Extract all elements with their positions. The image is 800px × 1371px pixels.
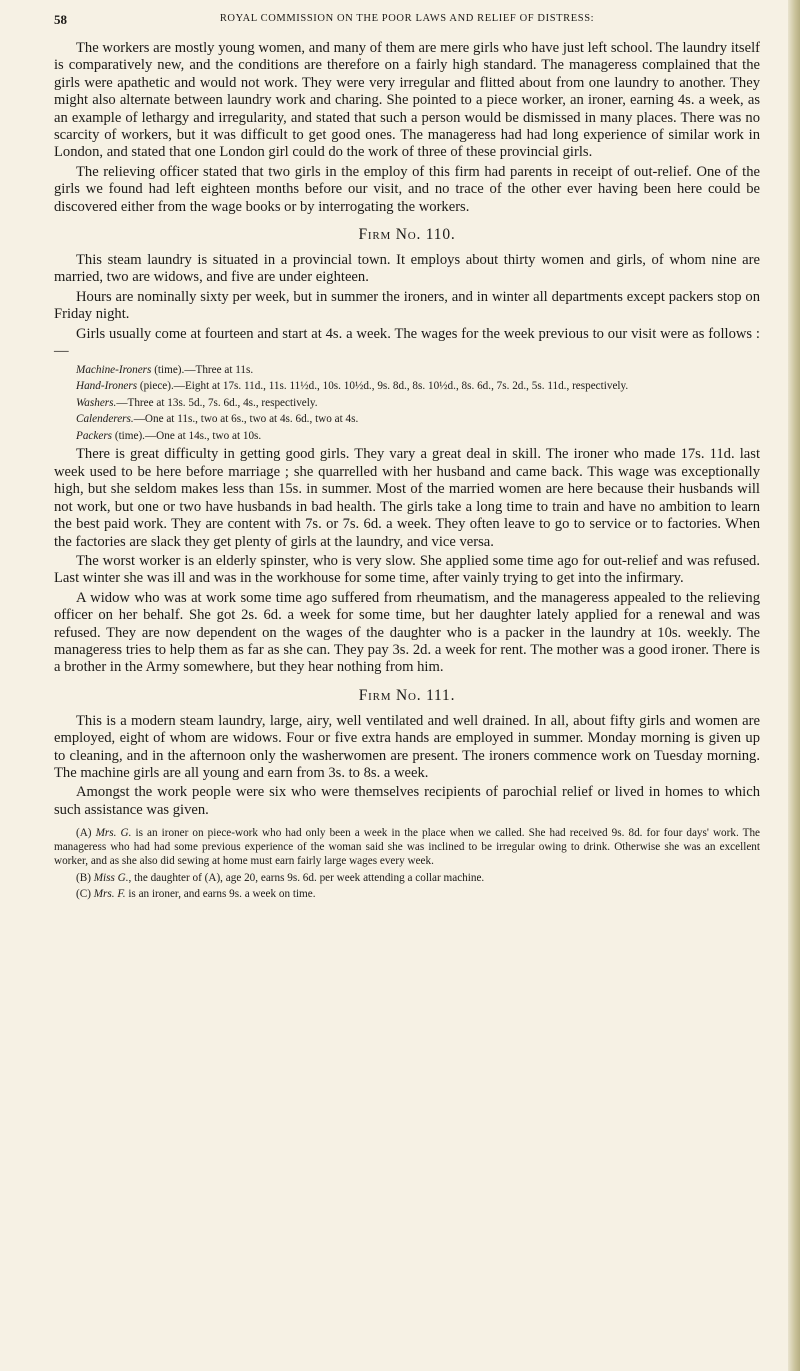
wage-role: Hand-Ironers <box>76 380 138 393</box>
wage-detail: (time).—One at 14s., two at 10s. <box>112 429 262 442</box>
page-header <box>54 12 760 32</box>
paragraph: Hours are nominally sixty per week, but in summer the ironers, and in winter all departments except packers stop on Friday night. <box>54 288 760 323</box>
paragraph: This is a modern steam laundry, large, airy, well ventilated and well drained. In all, about fifty girls and women are employed, eight of whom are widows. Four or five extra hands are employed in summer. Monday morning is given up to cleaning, and in the afternoon only the washerwomen are present. The ironers commence work on Tuesday morning. The machine girls are all young and earn from 3s. to 8s. a week. <box>54 712 760 781</box>
wage-item <box>54 364 760 378</box>
wage-role: Calenderers. <box>76 413 134 426</box>
wage-detail: (piece).—Eight at 17s. 11d., 11s. 11½d., 10s. 10½d., 9s. 8d., 8s. 10½d., 8s. 6d., 7s. 2d., 5s. 11d., respectively. <box>137 380 629 393</box>
paragraph: Amongst the work people were six who were themselves recipients of parochial relief or lived in homes to which such assistance was given. <box>54 784 760 818</box>
wage-role: Washers. <box>76 396 117 409</box>
case-text: , the daughter of (A), age 20, earns 9s. 6d. per week attending a collar machine. <box>128 871 485 884</box>
wage-detail: —Three at 13s. 5d., 7s. 6d., 4s., respectively. <box>116 396 318 409</box>
case-person: Mrs. G. <box>95 827 132 840</box>
section-heading-firm-111: Firm No. 111. <box>358 686 456 704</box>
page-edge <box>788 0 800 1371</box>
case-note <box>54 872 760 886</box>
wage-item <box>54 380 760 394</box>
paragraph: The relieving officer stated that two girls in the employ of this firm had parents in receipt of out-relief. One of the girls we found had left eighteen months before our visit, and no trace of the other ever having been here could be discovered either from the wage books or by interrogating the workers. <box>54 163 760 215</box>
case-note <box>54 827 760 868</box>
case-person: Mrs. F. <box>93 888 126 901</box>
case-label: (B) <box>76 871 94 884</box>
wage-detail: (time).—Three at 11s. <box>151 363 254 376</box>
case-note <box>54 888 760 902</box>
wage-detail: —One at 11s., two at 6s., two at 4s. 6d., two at 4s. <box>133 413 359 426</box>
wage-role: Packers <box>76 429 113 442</box>
paragraph: There is great difficulty in getting good girls. They vary a great deal in skill. The ironer who made 17s. 11d. last week used to be here before marriage ; she quarrelled with her husband and came back. This wage was exceptionally high, but she seldom makes less than 15s. in summer. Most of the married women are here because their husbands will not work, but one or two have husbands in bad health. The girls take a long time to train and have no ambition to learn the best paid work. They are content with 7s. or 7s. 6d. a week. They often leave to go to service or to factories. When the factories are slack they get plenty of girls at the laundry, and vice versa. <box>54 446 760 550</box>
case-notes <box>54 827 760 902</box>
wage-role: Machine-Ironers <box>76 363 152 376</box>
paragraph: The worst worker is an elderly spinster, who is very slow. She applied some time ago for out-relief and was refused. Last winter she was ill and was in the workhouse for some time, after vainly trying to get into the infirmary. <box>54 552 760 587</box>
paragraph: This steam laundry is situated in a provincial town. It employs about thirty women and girls, of whom nine are married, two are widows, and five are under eighteen. <box>54 252 760 286</box>
page-body <box>54 40 760 905</box>
paragraph: Girls usually come at fourteen and start at 4s. a week. The wages for the week previous to our visit were as follows :— <box>54 325 760 360</box>
case-person: Miss G. <box>93 871 129 884</box>
case-label: (A) <box>76 827 96 840</box>
wage-item <box>54 397 760 411</box>
case-text: is an ironer on piece-work who had only been a week in the place when we called. She had received 9s. 8d. for four days' work. The manageress who had had some previous experience of the woman said she was inclined to be irregular owing to drink. Otherwise she was an excellent worker, and as she also did sewing at home must earn fairly large wages every week. <box>54 827 761 867</box>
case-text: is an ironer, and earns 9s. a week on time. <box>125 888 316 901</box>
section-heading-firm-110: Firm No. 110. <box>358 226 456 244</box>
wage-item <box>54 413 760 427</box>
paragraph: A widow who was at work some time ago suffered from rheumatism, and the manageress appealed to the relieving officer on her behalf. She got 2s. 6d. a week for some time, but her daughter lately applied for a renewal and was refused. They are now dependent on the wages of the daughter who is a packer in the laundry at 10s. weekly. The manageress tries to help them as far as she can. They pay 3s. 2d. a week for rent. The mother was a good ironer. There is a brother in the Army somewhere, but they hear nothing from him. <box>54 589 760 676</box>
wage-item <box>54 430 760 444</box>
page-number: 58 <box>54 12 67 27</box>
case-label: (C) <box>76 888 94 901</box>
running-head: ROYAL COMMISSION ON THE POOR LAWS AND RELIEF OF DISTRESS: <box>219 13 595 24</box>
wage-list <box>54 364 760 444</box>
paragraph: The workers are mostly young women, and many of them are mere girls who have just left school. The laundry itself is comparatively new, and the conditions are therefore on a fairly high standard. The manageress complained that the girls were apathetic and would not work. They were very irregular and flitted about from one laundry to another. They might also alternate between laundry work and charing. She pointed to a piece worker, an ironer, earning 4s. a week, as an example of lethargy and irregularity, and stated that such a person would be dismissed in many places. There was no scarcity of workers, but it was difficult to get good ones. The manageress had had long experience of similar work in London, and stated that one London girl could do the work of three of these provincial girls. <box>54 40 760 161</box>
